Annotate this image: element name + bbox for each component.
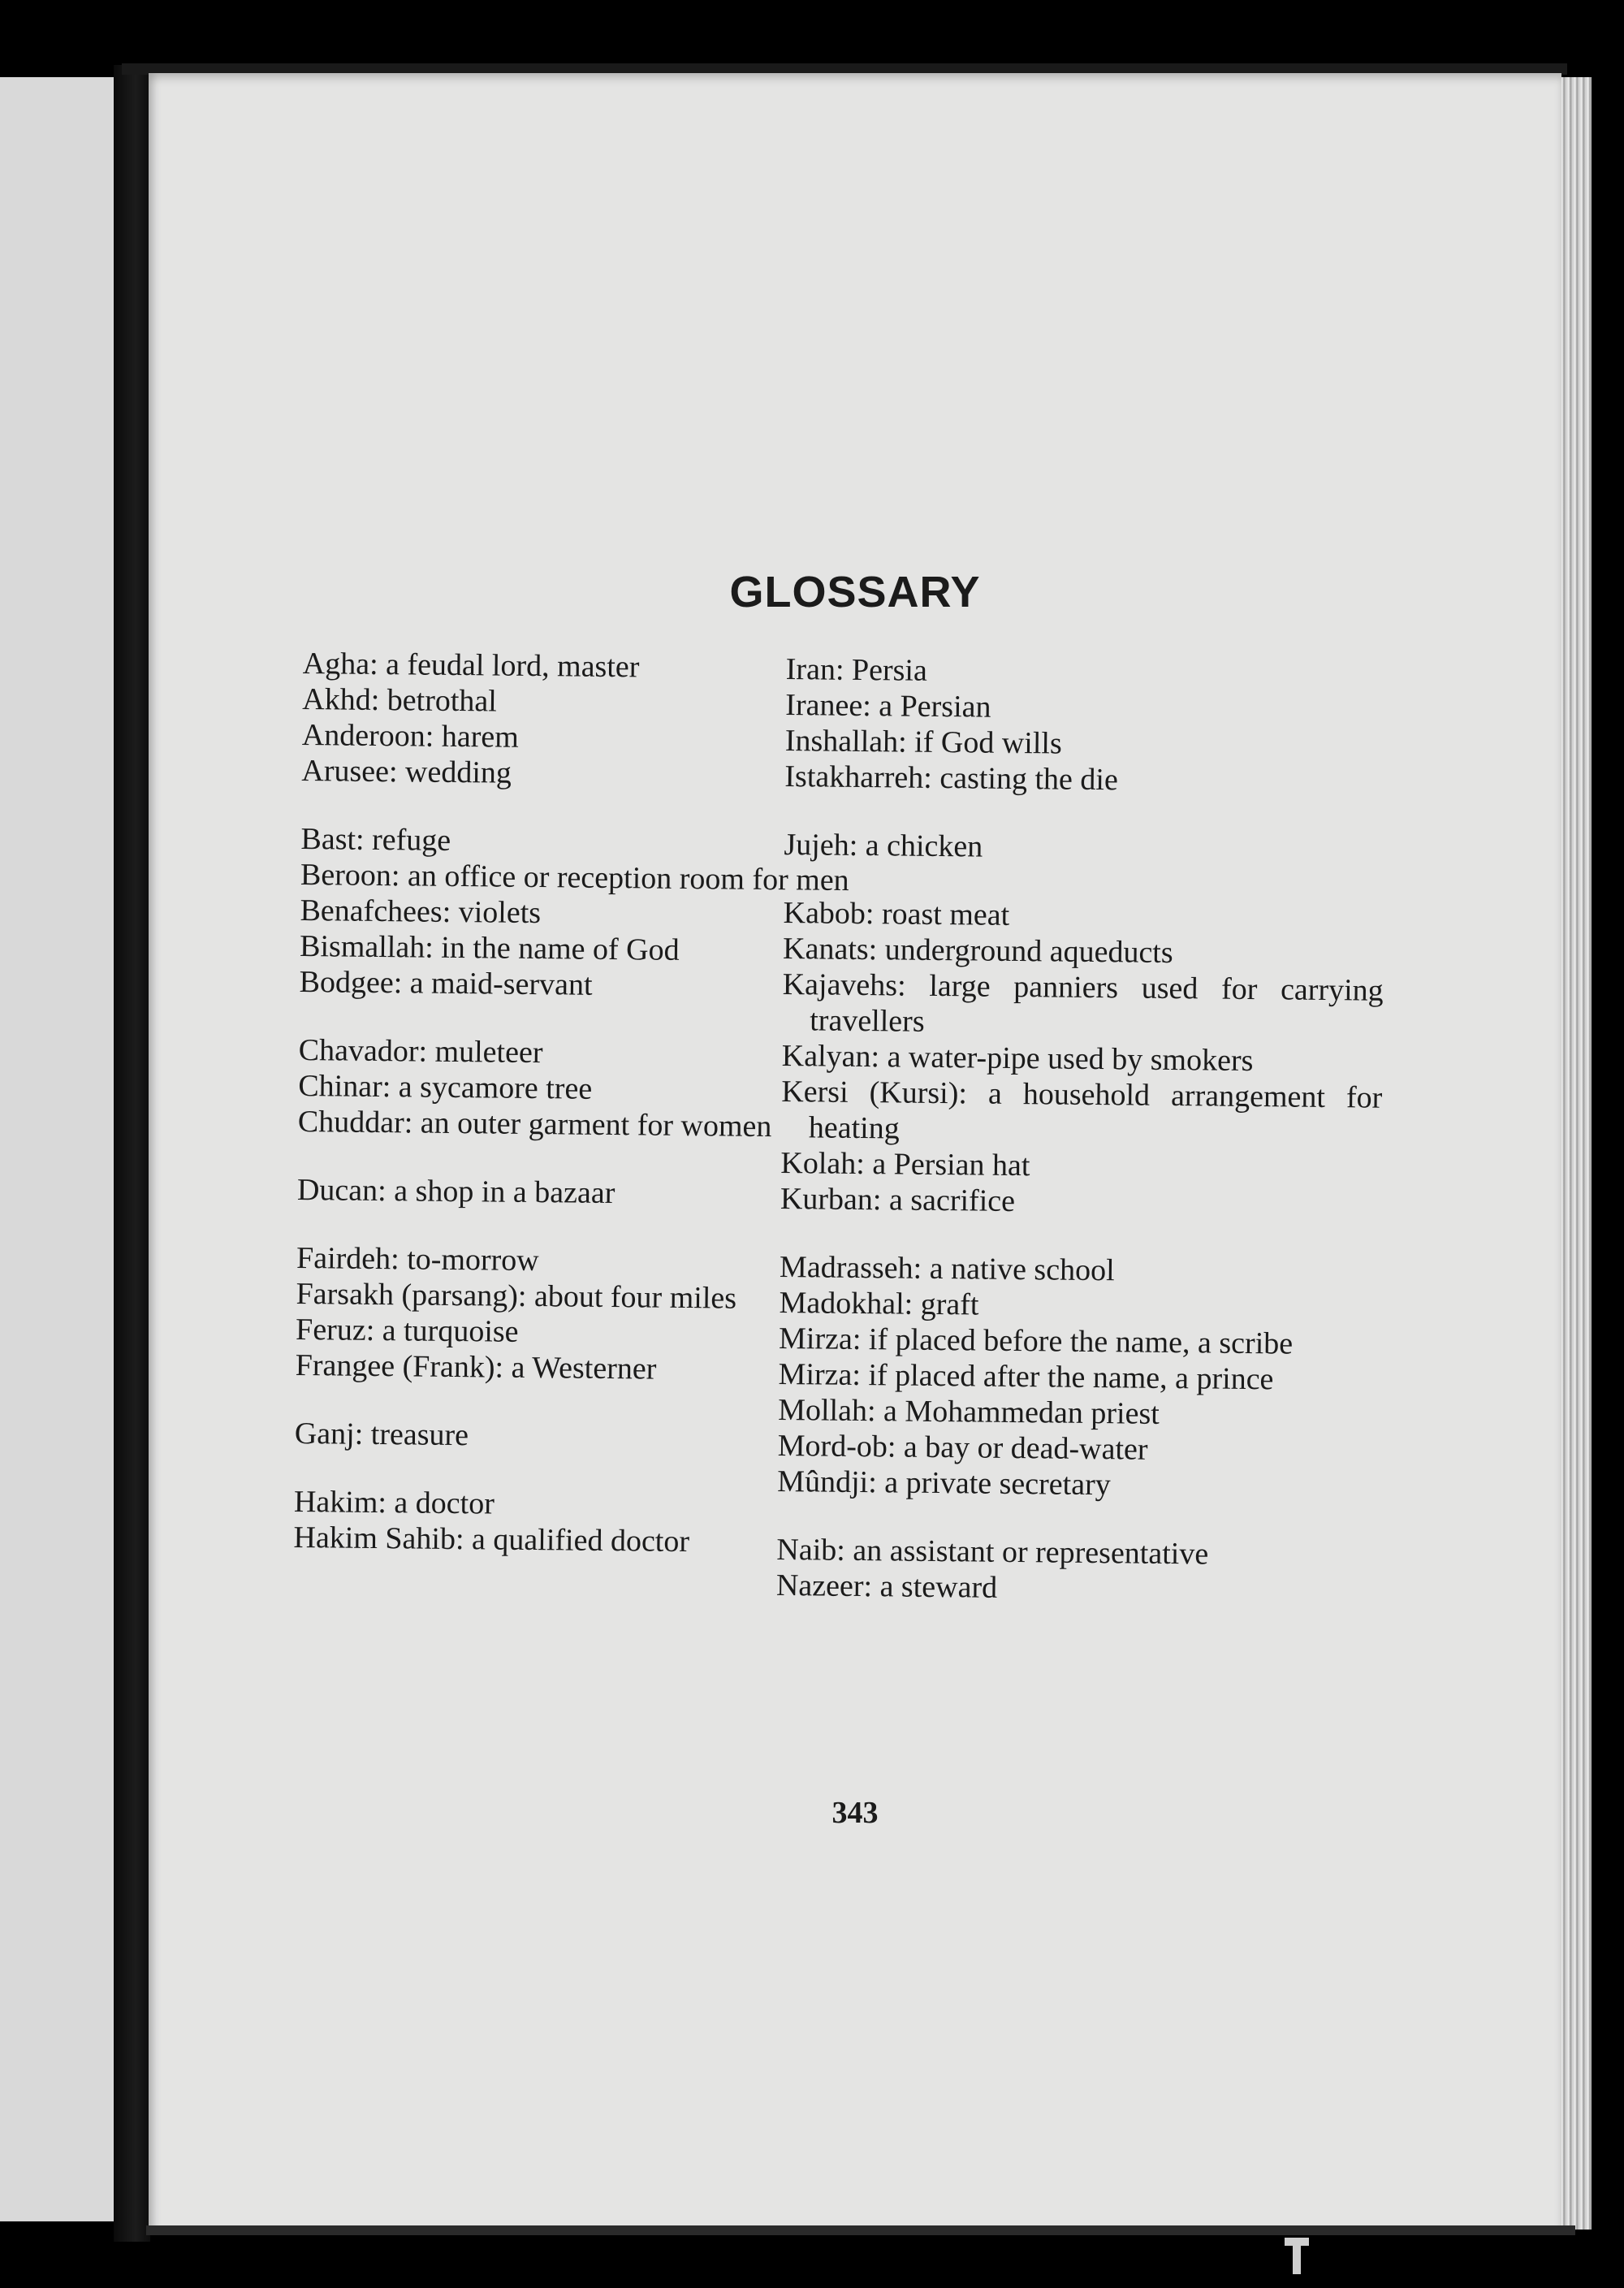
glossary-entry: Mirza: if placed before the name, a scribe xyxy=(778,1321,1294,1361)
page-number: 343 xyxy=(831,1796,879,1830)
page-title: GLOSSARY xyxy=(729,568,981,616)
glossary-entry: Agha: a feudal lord, master xyxy=(302,646,640,685)
glossary-entry: Kabob: roast meat xyxy=(783,895,1010,932)
glossary-entry: Nazeer: a steward xyxy=(775,1568,998,1605)
glossary-entry: Kajavehs: large panniers used for carrying travellers xyxy=(782,967,1384,1039)
glossary-entry: Farsakh (parsang): about four miles xyxy=(296,1276,737,1316)
book-gutter xyxy=(114,65,150,2242)
glossary-entry: Madokhal: graft xyxy=(779,1285,979,1322)
glossary-entry: Bast: refuge xyxy=(300,821,451,858)
glossary-entry: Naib: an assistant or representative xyxy=(776,1532,1209,1572)
glossary-group xyxy=(780,895,1384,1223)
glossary-entry: Jujeh: a chicken xyxy=(784,827,983,864)
glossary-entry: Kurban: a sacrifice xyxy=(780,1181,1016,1218)
book-page xyxy=(149,73,1561,2234)
glossary-entry: Hakim Sahib: a qualified doctor xyxy=(293,1520,690,1559)
glossary-entry: Kolah: a Persian hat xyxy=(780,1145,1030,1183)
glossary-entry: Chinar: a sycamore tree xyxy=(298,1068,593,1106)
glossary-entry: Kanats: underground aqueducts xyxy=(782,931,1173,971)
glossary-group xyxy=(784,827,1384,869)
glossary-entry: Frangee (Frank): a Westerner xyxy=(295,1347,657,1386)
glossary-entry: Feruz: a turquoise xyxy=(295,1312,519,1349)
glossary-entry: Iran: Persia xyxy=(785,651,928,688)
page-bottom-edge xyxy=(146,2225,1575,2235)
glossary-entry: Mûndji: a private secretary xyxy=(777,1464,1111,1503)
glossary-entry: Iranee: a Persian xyxy=(785,687,991,724)
glossary-entry: Kersi (Kursi): a household arrangement for heating xyxy=(781,1074,1383,1146)
glossary-entry: Chavador: muleteer xyxy=(298,1032,543,1070)
glossary-group xyxy=(776,1532,1378,1610)
glossary-group xyxy=(784,651,1387,801)
glossary-entry: Arusee: wedding xyxy=(301,753,512,790)
facing-page xyxy=(0,77,126,2221)
glossary-entry: Hakim: a doctor xyxy=(293,1484,495,1521)
glossary-entry: Madrasseh: a native school xyxy=(779,1249,1115,1288)
glossary-entry: Kalyan: a water-pipe used by smokers xyxy=(781,1038,1254,1079)
glossary-entry: Ducan: a shop in a bazaar xyxy=(296,1172,615,1211)
glossary-entry: Mord-ob: a bay or dead-water xyxy=(777,1428,1148,1467)
glossary-right-column xyxy=(775,651,1387,1642)
glossary-entry: Bismallah: in the name of God xyxy=(299,928,680,967)
glossary-entry: Akhd: betrothal xyxy=(302,681,498,719)
glossary-entry: Bodgee: a maid-servant xyxy=(299,964,593,1002)
glossary-entry: Ganj: treasure xyxy=(294,1416,469,1453)
glossary-entry: Mirza: if placed after the name, a prince xyxy=(778,1356,1274,1397)
glossary-entry: Istakharreh: casting the die xyxy=(784,759,1119,798)
bookmark-ribbon-top xyxy=(1285,2238,1309,2246)
glossary-entry: Fairdeh: to-morrow xyxy=(296,1240,539,1278)
glossary-entry: Chuddar: an outer garment for women xyxy=(297,1104,772,1144)
glossary-entry: Inshallah: if God wills xyxy=(784,723,1062,761)
glossary-entry: Beroon: an office or reception room for men xyxy=(300,857,849,898)
glossary-entry: Mollah: a Mohammedan priest xyxy=(777,1392,1160,1431)
glossary-entry: Anderoon: harem xyxy=(301,717,520,755)
glossary-group xyxy=(777,1249,1380,1506)
glossary-entry: Benafchees: violets xyxy=(300,893,542,931)
